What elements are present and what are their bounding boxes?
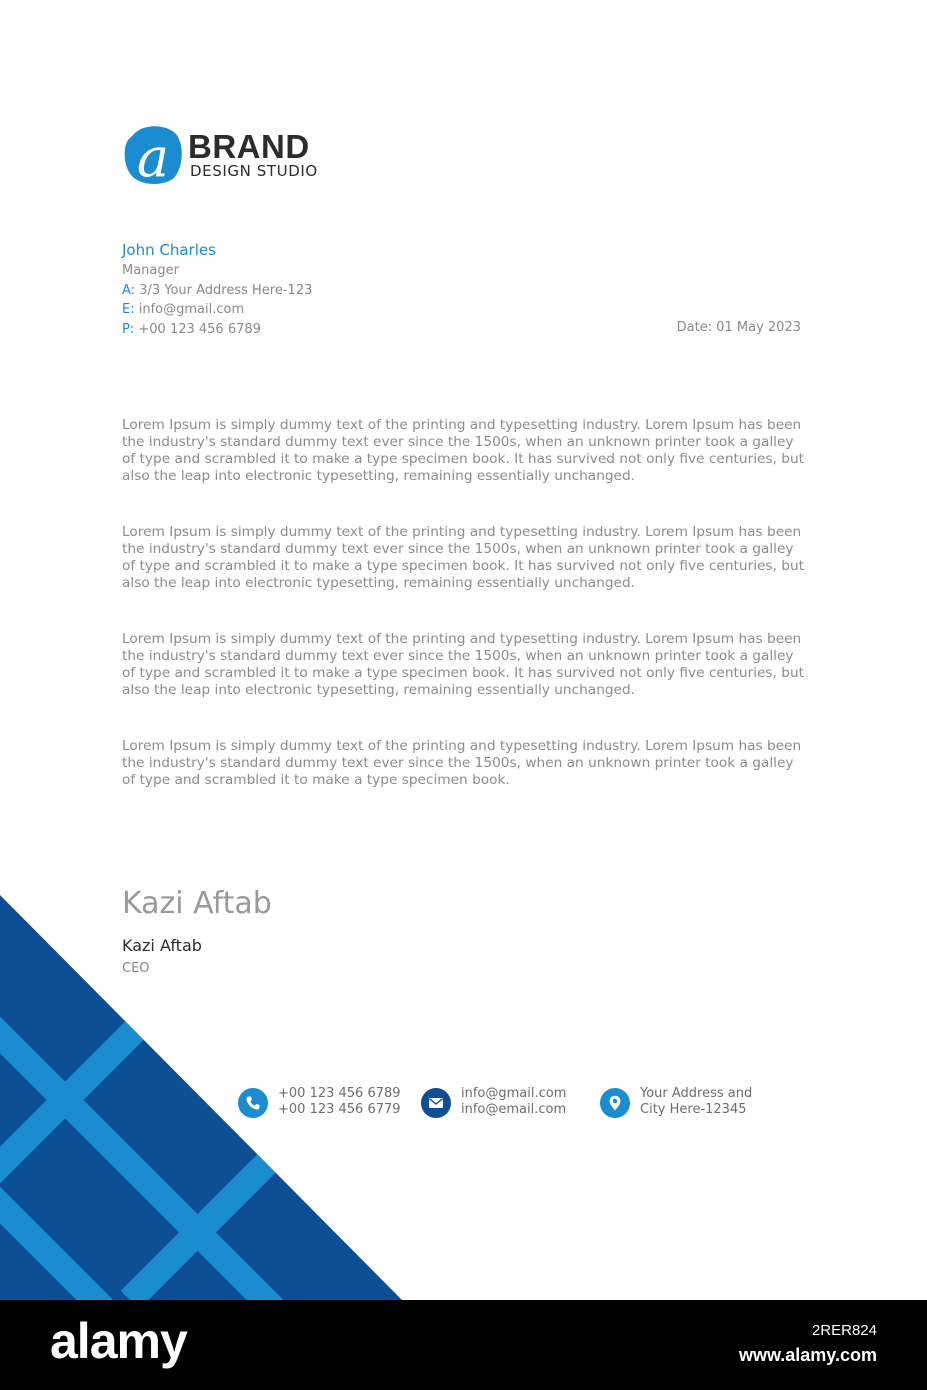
sender-email: info@gmail.com (138, 302, 245, 318)
brand-subtitle: DESIGN STUDIO (190, 162, 318, 180)
brand-name: BRAND (188, 128, 310, 165)
body-paragraph: Lorem Ipsum is simply dummy text of the printing and typesetting industry. Lorem Ipsum has been the industry's standard dummy text ever since the 1500s, when an unknown printer took a galley of type and scrambled it to make a type specimen book. (122, 738, 802, 788)
stock-image-id: 2RER824 (811, 1322, 877, 1339)
sender-block (122, 241, 312, 340)
letter-body (122, 417, 808, 828)
footer-email-1: info@gmail.com (461, 1086, 567, 1101)
phone-key: P: (122, 322, 135, 338)
footer-email-2: info@email.com (461, 1102, 567, 1117)
stock-logo: alamy (50, 1313, 187, 1369)
location-pin-icon (600, 1088, 630, 1118)
address-key: A: (122, 282, 136, 298)
sender-phone-row (122, 320, 312, 340)
brand-logo-mark-icon (122, 124, 184, 186)
signature-role: CEO (122, 961, 150, 976)
sender-phone: +00 123 456 6789 (138, 322, 261, 338)
footer-phone-2: +00 123 456 6779 (278, 1102, 401, 1117)
letter-date: Date: 01 May 2023 (676, 320, 801, 335)
body-paragraph: Lorem Ipsum is simply dummy text of the printing and typesetting industry. Lorem Ipsum has been the industry's standard dummy text ever since the 1500s, when an unknown printer took a galley of type and scrambled it to make a type specimen book. It has survived not only five centuries, but also the leap into electronic typesetting, remaining essentially unchanged. (122, 631, 804, 698)
footer-phone-1: +00 123 456 6789 (278, 1086, 401, 1101)
signature-name: Kazi Aftab (122, 936, 202, 955)
footer-address-2: City Here-12345 (640, 1102, 747, 1117)
footer-address-1: Your Address and (640, 1086, 753, 1101)
stock-url: www.alamy.com (738, 1345, 877, 1365)
envelope-icon (421, 1088, 451, 1118)
sender-name: John Charles (122, 241, 216, 259)
sender-role: Manager (122, 263, 179, 278)
phone-icon (238, 1088, 268, 1118)
signature-script: Kazi Aftab (122, 886, 272, 921)
body-paragraph: Lorem Ipsum is simply dummy text of the printing and typesetting industry. Lorem Ipsum has been the industry's standard dummy text ever since the 1500s, when an unknown printer took a galley of type and scrambled it to make a type specimen book. It has survived not only five centuries, but also the leap into electronic typesetting, remaining essentially unchanged. (122, 417, 804, 484)
sender-email-row (122, 300, 312, 320)
body-paragraph: Lorem Ipsum is simply dummy text of the printing and typesetting industry. Lorem Ipsum has been the industry's standard dummy text ever since the 1500s, when an unknown printer took a galley of type and scrambled it to make a type specimen book. It has survived not only five centuries, but also the leap into electronic typesetting, remaining essentially unchanged. (122, 524, 804, 591)
logo-letter: a (136, 126, 170, 186)
sender-address-row (122, 281, 312, 301)
stock-watermark-bar (0, 1300, 927, 1390)
email-key: E: (122, 302, 135, 318)
sender-address: 3/3 Your Address Here-123 (139, 282, 313, 298)
